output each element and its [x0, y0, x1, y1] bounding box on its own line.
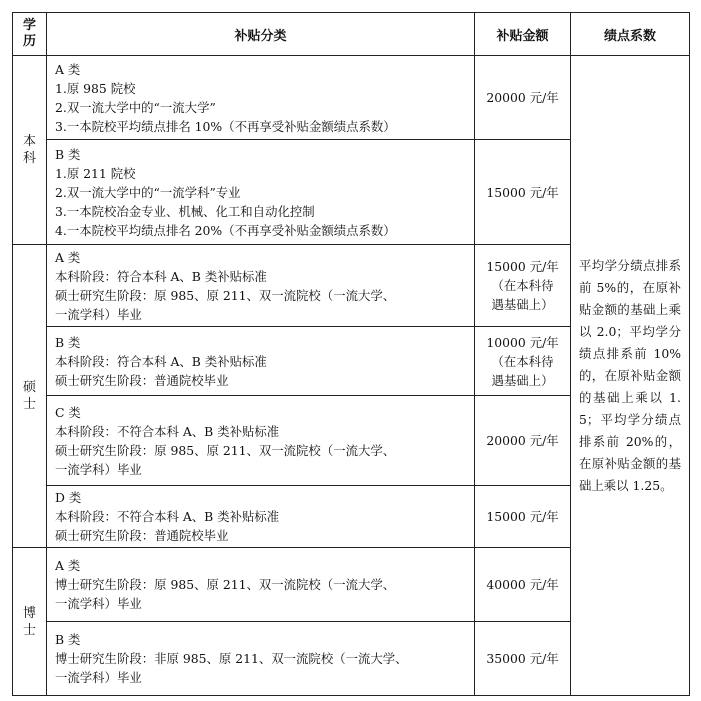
amount-cell [475, 245, 571, 327]
header-amount: 补贴金额 [475, 13, 571, 56]
category-cell [47, 486, 475, 548]
category-cell [47, 622, 475, 696]
amount-cell [475, 140, 571, 245]
category-line: 一流学科）毕业 [55, 670, 142, 685]
amount-line: 遇基础上） [491, 297, 554, 312]
category-line: 4.一本院校平均绩点排名 20%（不再享受补贴金额绩点系数） [55, 222, 396, 238]
category-line: 3.一本院校冶金专业、机械、化工和自动化控制 [55, 203, 315, 219]
amount-line: 15000 元/年 [486, 184, 559, 200]
category-line: 本科阶段：不符合本科 A、B 类补贴标准 [55, 509, 280, 524]
amount-line: 20000 元/年 [486, 433, 559, 448]
category-line: 一流学科）毕业 [55, 306, 142, 322]
category-line: 1.原 985 院校 [55, 80, 136, 96]
category-cell [47, 548, 475, 622]
category-line: 本科阶段：不符合本科 A、B 类补贴标准 [55, 423, 280, 439]
coefficient-cell: 平均学分绩点排系前 5%的，在原补贴金额的基础上乘以 2.0；平均学分绩点排系前 10%的，在原补贴金额的基础上乘以 1.5；平均学分绩点排系前 20%的，在原补贴金额的基础上乘以 1.25。 [571, 56, 690, 696]
category-cell [47, 56, 475, 140]
amount-line: 遇基础上） [491, 372, 554, 388]
amount-cell [475, 548, 571, 622]
header-row [13, 13, 690, 56]
degree-bachelor [13, 56, 47, 245]
category-line: B 类 [55, 334, 81, 350]
table-row [13, 56, 690, 140]
category-cell [47, 245, 475, 327]
category-line: 硕士研究生阶段：普通院校毕业 [55, 372, 229, 388]
header-coefficient: 绩点系数 [571, 13, 690, 56]
amount-line: （在本科待 [491, 353, 554, 369]
category-line: 2.双一流大学中的“一流学科”专业 [55, 184, 241, 200]
category-line: 3.一本院校平均绩点排名 10%（不再享受补贴金额绩点系数） [55, 118, 396, 134]
category-line: 硕士研究生阶段：普通院校毕业 [55, 528, 229, 543]
category-line: 本科阶段：符合本科 A、B 类补贴标准 [55, 268, 267, 284]
amount-line: 20000 元/年 [486, 90, 559, 105]
category-line: A 类 [55, 61, 81, 77]
amount-line: 35000 元/年 [486, 651, 559, 666]
category-line: C 类 [55, 404, 81, 420]
category-line: 1.原 211 院校 [55, 165, 136, 181]
amount-line: 40000 元/年 [486, 577, 559, 592]
amount-line: 15000 元/年 [486, 259, 559, 274]
degree-label: 博 士 [22, 605, 36, 638]
category-line: 硕士研究生阶段：原 985、原 211、双一流院校（一流大学、 [55, 287, 396, 303]
degree-doctor [13, 548, 47, 696]
amount-cell [475, 327, 571, 396]
amount-line: 15000 元/年 [486, 509, 559, 524]
amount-cell [475, 396, 571, 486]
category-line: 博士研究生阶段：非原 985、原 211、双一流院校（一流大学、 [55, 651, 408, 666]
degree-label: 硕 士 [22, 380, 36, 412]
amount-cell [475, 486, 571, 548]
category-cell [47, 327, 475, 396]
category-line: 硕士研究生阶段：原 985、原 211、双一流院校（一流大学、 [55, 442, 396, 458]
category-line: 本科阶段：符合本科 A、B 类补贴标准 [55, 353, 267, 369]
category-line: A 类 [55, 249, 81, 265]
subsidy-table [12, 12, 690, 696]
category-line: A 类 [55, 558, 81, 573]
category-line: B 类 [55, 146, 81, 162]
category-line: 一流学科）毕业 [55, 461, 142, 477]
amount-line: （在本科待 [491, 278, 554, 293]
degree-label: 本 科 [22, 134, 36, 166]
category-cell [47, 396, 475, 486]
category-line: 一流学科）毕业 [55, 596, 142, 611]
header-category: 补贴分类 [47, 13, 475, 56]
amount-cell [475, 56, 571, 140]
category-line: D 类 [55, 490, 82, 505]
header-degree: 学 历 [13, 13, 47, 56]
degree-master [13, 245, 47, 548]
category-line: B 类 [55, 632, 81, 647]
amount-line: 10000 元/年 [486, 334, 559, 350]
amount-cell [475, 622, 571, 696]
category-line: 2.双一流大学中的“一流大学” [55, 99, 216, 115]
category-line: 博士研究生阶段：原 985、原 211、双一流院校（一流大学、 [55, 577, 396, 592]
category-cell [47, 140, 475, 245]
